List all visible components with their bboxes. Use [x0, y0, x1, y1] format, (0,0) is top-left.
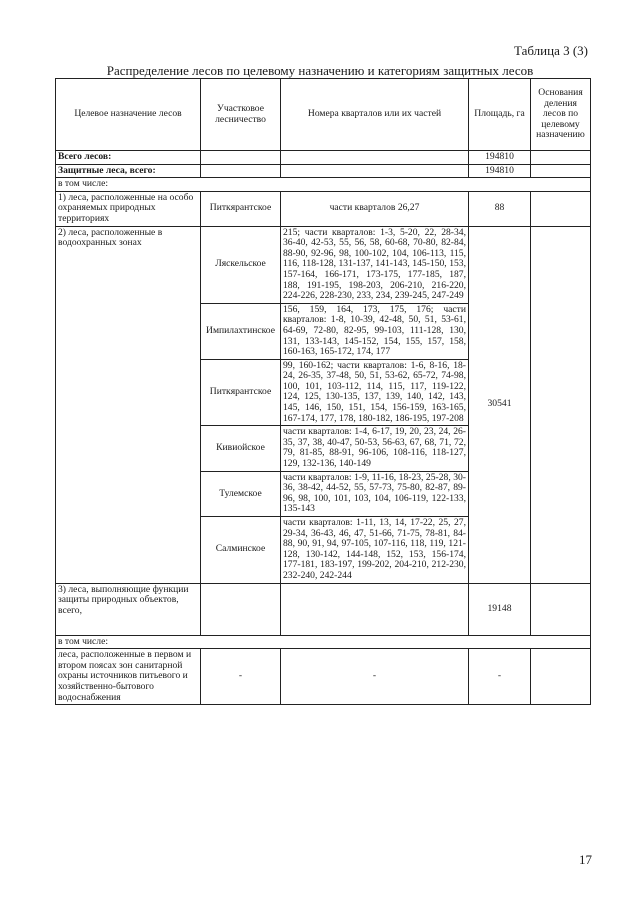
category-1-quarters: части кварталов 26,27 — [281, 191, 469, 226]
category-3-area: 19148 — [469, 583, 531, 635]
forestry-tulemskoe: Тулемское — [201, 471, 281, 516]
table-caption: Таблица 3 (3) — [513, 43, 588, 58]
category-1-forestry: Питкярантское — [201, 191, 281, 226]
category-3a-row — [56, 649, 591, 705]
quarters-lyaskelskoe: 215; части кварталов: 1-3, 5-20, 22, 28-34, 36-40, 42-53, 55, 56, 58, 60-68, 70-80, 82-84, 88-90, 92-96, 98, 100-102, 104, 106-113, 115, 116, 118-128, 131-137, 141-143, 145-150, 153, 157-164, 166-171, 173-175, 177-185, 187, 188, 191-195, 198-203, 206-210, 216-220, 224-226, 228-230, 233, 234, 239-245, 247-249 — [281, 226, 469, 303]
table-title: Распределение лесов по целевому назначению и категориям защитных лесов — [106, 63, 534, 78]
quarters-kiviyskoe: части кварталов: 1-4, 6-17, 19, 20, 23, 24, 26-35, 37, 38, 40-47, 50-53, 56-63, 67, 68, 71, 72, 79, 81-85, 88-91, 96-106, 108-116, 118-127, 129, 132-136, 140-149 — [281, 426, 469, 471]
quarters-impilakhtinskoe: 156, 159, 164, 173, 175, 176; части кварталов: 1-8, 10-39, 42-48, 50, 51, 53-61, 64-69, 72-80, 82-95, 99-103, 111-128, 130, 131, 133-143, 145-152, 154, 155, 157, 158, 160-163, 165-172, 174, 177 — [281, 303, 469, 359]
category-1-row — [56, 191, 591, 226]
protective-row — [56, 164, 591, 178]
category-3-label: 3) леса, выполняющие функции защиты природных объектов, всего, — [56, 583, 201, 635]
header-basis: Основания деления лесов по целевому назначению — [531, 79, 591, 151]
header-purpose: Целевое назначение лесов — [56, 79, 201, 151]
quarters-pitkyarantskoe: 99, 160-162; части кварталов: 1-6, 8-16, 18-24, 26-35, 37-48, 50, 51, 53-62, 65-72, 74-98, 100, 101, 103-112, 114, 115, 117, 119-122, 124, 125, 130-135, 137, 139, 140, 142, 143, 145, 146, 150, 151, 154, 156-159, 163-165, 167-174, 177, 178, 180-182, 186-195, 197-208 — [281, 359, 469, 426]
category-2-area: 30541 — [469, 226, 531, 583]
quarters-salminskoe: части кварталов: 1-11, 13, 14, 17-22, 25, 27, 29-34, 36-43, 46, 47, 51-66, 71-75, 78-81, 84-88, 90, 91, 94, 97-105, 107-116, 118, 119, 121-128, 130-142, 144-148, 152, 153, 156-174, 177-181, 183-197, 199-202, 204-210, 212-230, 232-240, 242-244 — [281, 517, 469, 584]
total-row — [56, 151, 591, 165]
table-header-row — [56, 79, 591, 151]
including-row-2 — [56, 635, 591, 649]
page-number: 17 — [579, 852, 592, 867]
forestry-lyaskelskoe: Ляскельское — [201, 226, 281, 303]
forestry-impilakhtinskoe: Импилахтинское — [201, 303, 281, 359]
including-label-1: в том числе: — [56, 178, 591, 192]
category-1-label: 1) леса, расположенные на особо охраняемых природных территориях — [56, 191, 201, 226]
category-3a-forestry: - — [201, 649, 281, 705]
header-area: Площадь, га — [469, 79, 531, 151]
category-3a-label: леса, расположенные в первом и втором поясах зон санитарной охраны источников питьевого и хозяйственно-бытового водоснабжения — [56, 649, 201, 705]
forest-distribution-table — [55, 78, 591, 705]
total-label: Всего лесов: — [56, 151, 201, 165]
protective-area: 194810 — [469, 164, 531, 178]
category-3a-quarters: - — [281, 649, 469, 705]
total-area: 194810 — [469, 151, 531, 165]
protective-label: Защитные леса, всего: — [56, 164, 201, 178]
header-forestry: Участковое лесничество — [201, 79, 281, 151]
category-2-label: 2) леса, расположенные в водоохранных зонах — [56, 226, 201, 583]
quarters-tulemskoe: части кварталов: 1-9, 11-16, 18-23, 25-28, 30-36, 38-42, 44-52, 55, 57-73, 75-80, 82-87, 89-96, 98, 100, 101, 103, 104, 106-119, 122-133, 135-143 — [281, 471, 469, 516]
category-1-area: 88 — [469, 191, 531, 226]
category-3-row — [56, 583, 591, 635]
category-2-row — [56, 226, 591, 303]
forestry-pitkyarantskoe: Питкярантское — [201, 359, 281, 426]
including-row-1 — [56, 178, 591, 192]
category-3a-area: - — [469, 649, 531, 705]
header-quarters: Номера кварталов или их частей — [281, 79, 469, 151]
forestry-kiviyskoe: Кивиойское — [201, 426, 281, 471]
forestry-salminskoe: Салминское — [201, 517, 281, 584]
including-label-2: в том числе: — [56, 635, 591, 649]
